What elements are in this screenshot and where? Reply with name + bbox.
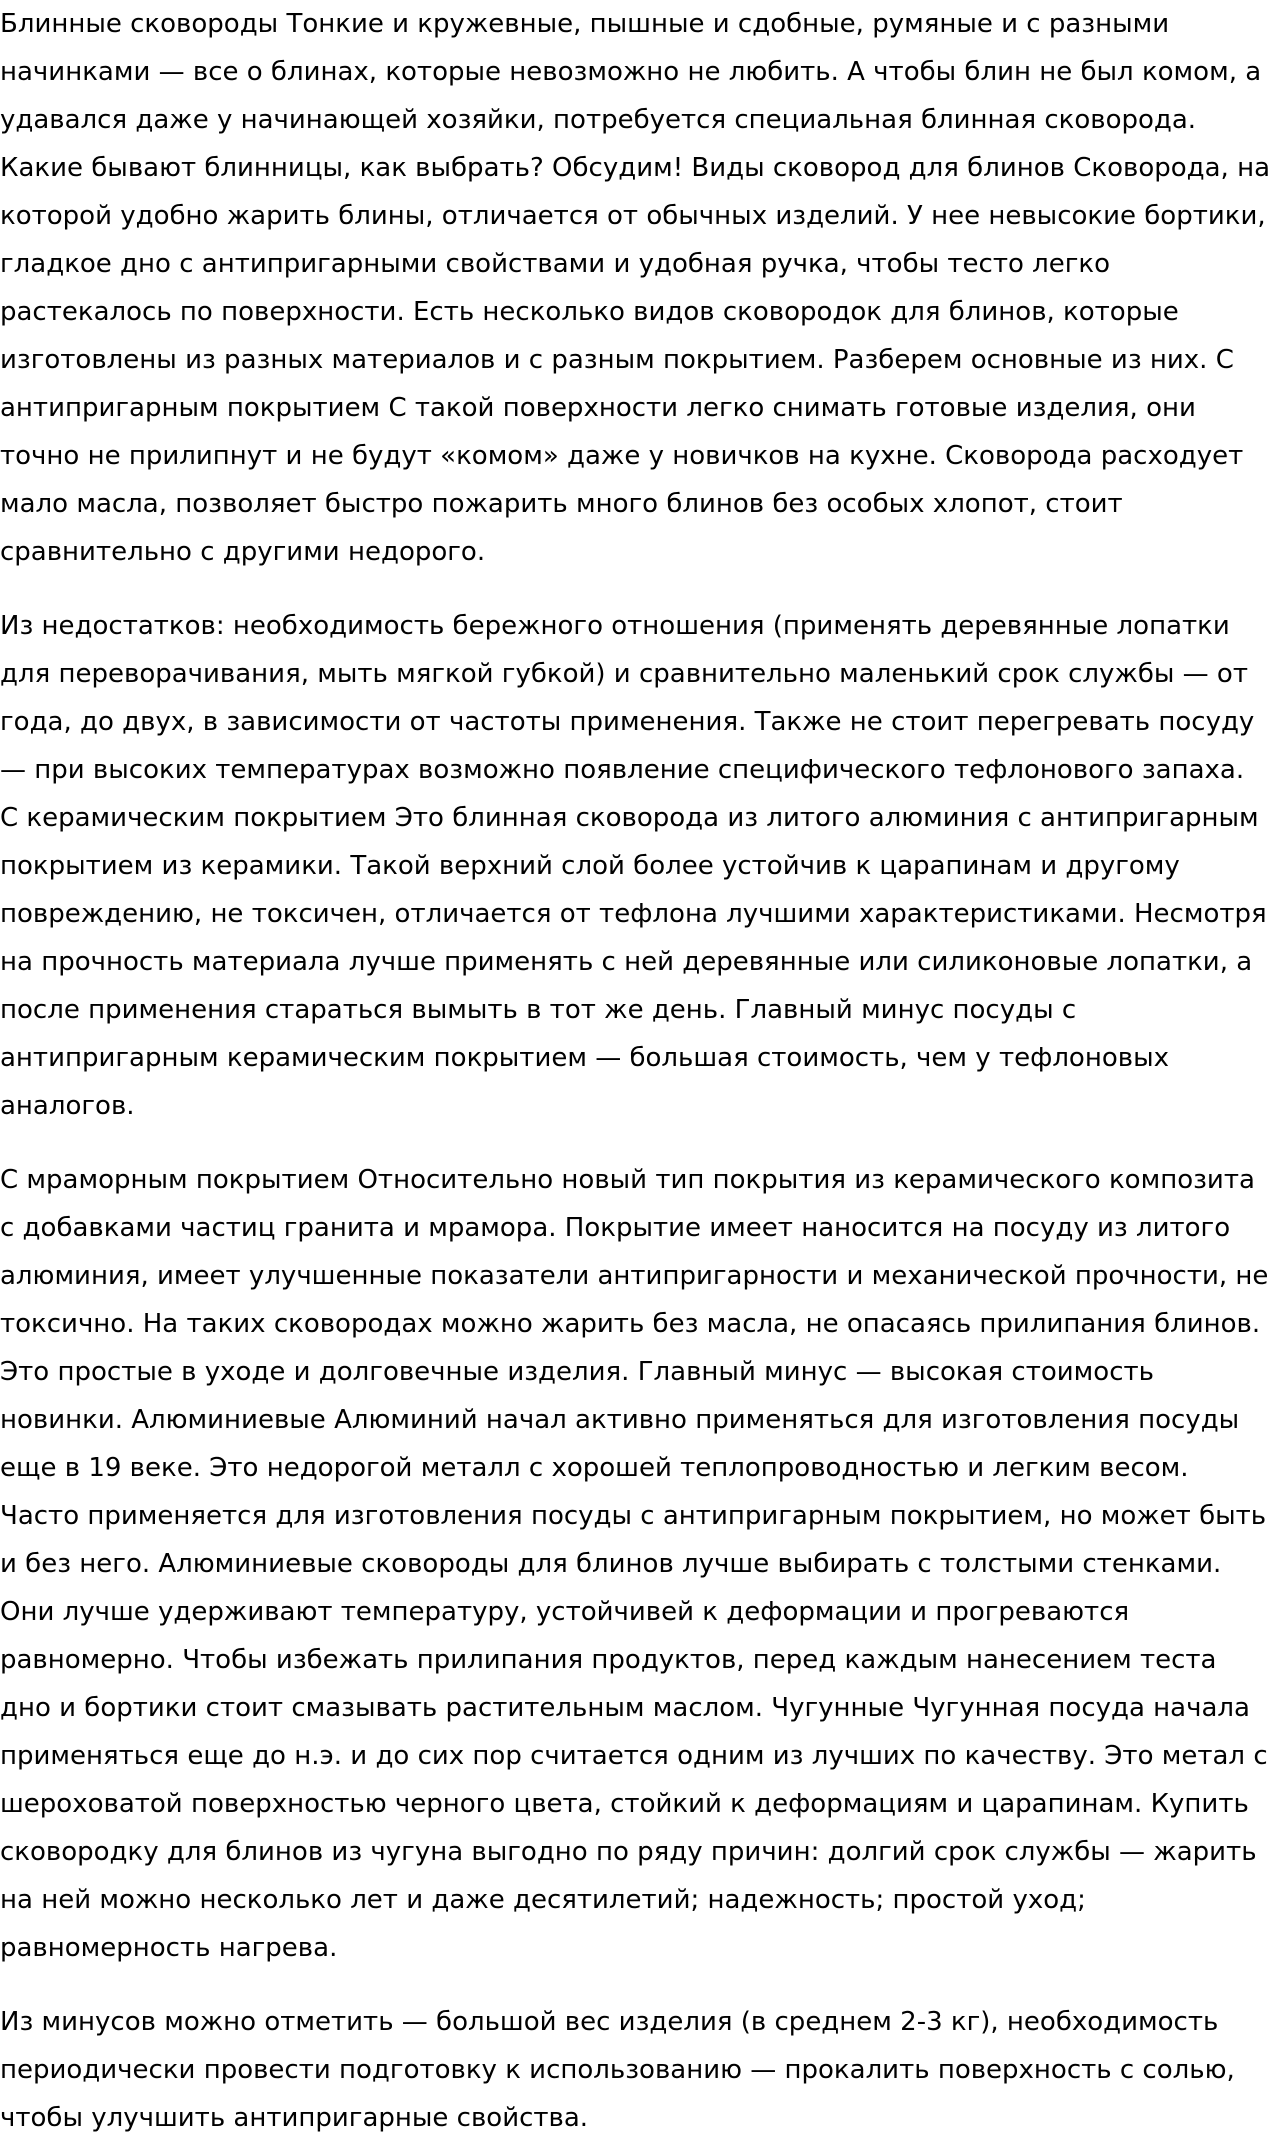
article-paragraph: С мраморным покрытием Относительно новый тип покрытия из керамического композита с добавками частиц гранита и мрамора. Покрытие имеет наносится на посуду из литого алюминия, имеет улучшенные показатели антипригарности и механической прочности, не токсично. На таких сковородах можно жарить без масла, не опасаясь прилипания блинов. Это простые в уходе и долговечные изделия. Главный минус — высокая стоимость новинки. Алюминиевые Алюминий начал активно применяться для изготовления посуды еще в 19 веке. Это недорогой металл с хорошей теплопроводностью и легким весом. Часто применяется для изготовления посуды с антипригарным покрытием, но может быть и без него. Алюминиевые сковороды для блинов лучше выбирать с толстыми стенками. Они лучше удерживают температуру, устойчивей к деформации и прогреваются равномерно. Чтобы избежать прилипания продуктов, перед каждым нанесением теста дно и бортики стоит смазывать растительным маслом. Чугунные Чугунная посуда начала применяться еще до н.э. и до сих пор считается одним из лучших по качеству. Это метал с шероховатой поверхностью черного цвета, стойкий к деформациям и царапинам. Купить сковородку для блинов из чугуна выгодно по ряду причин: долгий срок службы — жарить на ней можно несколько лет и даже десятилетий; надежность; простой уход; равномерность нагрева. bbox=[0, 1165, 1269, 1963]
article-paragraph: Из минусов можно отметить — большой вес изделия (в среднем 2-3 кг), необходимость периодически провести подготовку к использованию — прокалить поверхность с солью, чтобы улучшить антипригарные свойства. bbox=[0, 2007, 1235, 2133]
article-paragraph: Из недостатков: необходимость бережного отношения (применять деревянные лопатки для переворачивания, мыть мягкой губкой) и сравнительно маленький срок службы — от года, до двух, в зависимости от частоты применения. Также не стоит перегревать посуду — при высоких температурах возможно появление специфического тефлонового запаха. С керамическим покрытием Это блинная сковорода из литого алюминия с антипригарным покрытием из керамики. Такой верхний слой более устойчив к царапинам и другому повреждению, не токсичен, отличается от тефлона лучшими характеристиками. Несмотря на прочность материала лучше применять с ней деревянные или силиконовые лопатки, а после применения стараться вымыть в тот же день. Главный минус посуды с антипригарным керамическим покрытием — большая стоимость, чем у тефлоновых аналогов. bbox=[0, 611, 1267, 1121]
article-paragraph: Блинные сковороды Тонкие и кружевные, пышные и сдобные, румяные и с разными начинками — все о блинах, которые невозможно не любить. А чтобы блин не был комом, а удавался даже у начинающей хозяйки, потребуется специальная блинная сковорода. Какие бывают блинницы, как выбрать? Обсудим! Виды сковород для блинов Сковорода, на которой удобно жарить блины, отличается от обычных изделий. У нее невысокие бортики, гладкое дно с антипригарными свойствами и удобная ручка, чтобы тесто легко растекалось по поверхности. Есть несколько видов сковородок для блинов, которые изготовлены из разных материалов и с разным покрытием. Разберем основные из них. С антипригарным покрытием С такой поверхности легко снимать готовые изделия, они точно не прилипнут и не будут «комом» даже у новичков на кухне. Сковорода расходует мало масла, позволяет быстро пожарить много блинов без особых хлопот, стоит сравнительно с другими недорого. bbox=[0, 9, 1270, 567]
